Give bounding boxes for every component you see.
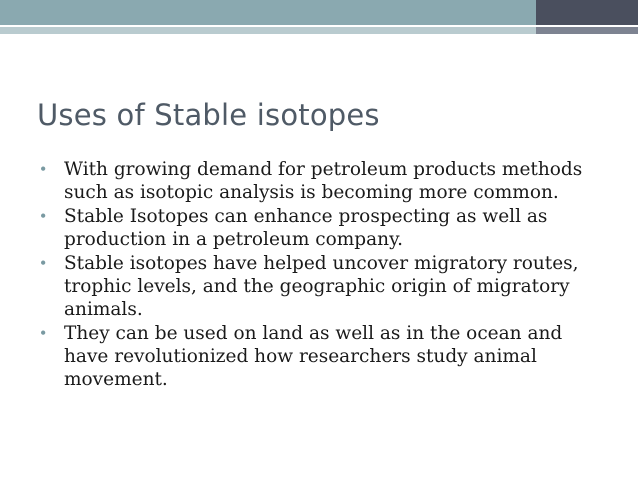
header-bar-accent xyxy=(536,0,638,25)
bullet-list xyxy=(40,158,610,392)
header-bar xyxy=(0,0,638,25)
bullet-text: They can be used on land as well as in the ocean and have revolutionized how researchers study animal movement. xyxy=(64,323,563,390)
bullet-text: With growing demand for petroleum products methods such as isotopic analysis is becoming more common. xyxy=(64,159,583,203)
bullet-text: Stable isotopes have helped uncover migratory routes, trophic levels, and the geographic origin of migratory animals. xyxy=(64,253,579,320)
bullet-marker: • xyxy=(40,323,47,343)
bullet-item xyxy=(40,322,610,391)
bullet-marker: • xyxy=(40,159,47,179)
header-stripe-accent xyxy=(536,27,638,34)
bullet-item xyxy=(40,252,610,321)
bullet-item xyxy=(40,205,610,251)
header-bar-main xyxy=(0,0,536,25)
bullet-text: Stable Isotopes can enhance prospecting as well as production in a petroleum company. xyxy=(64,206,548,250)
bullet-item xyxy=(40,158,610,204)
bullet-marker: • xyxy=(40,206,47,226)
bullet-marker: • xyxy=(40,253,47,273)
slide-title: Uses of Stable isotopes xyxy=(37,98,380,132)
